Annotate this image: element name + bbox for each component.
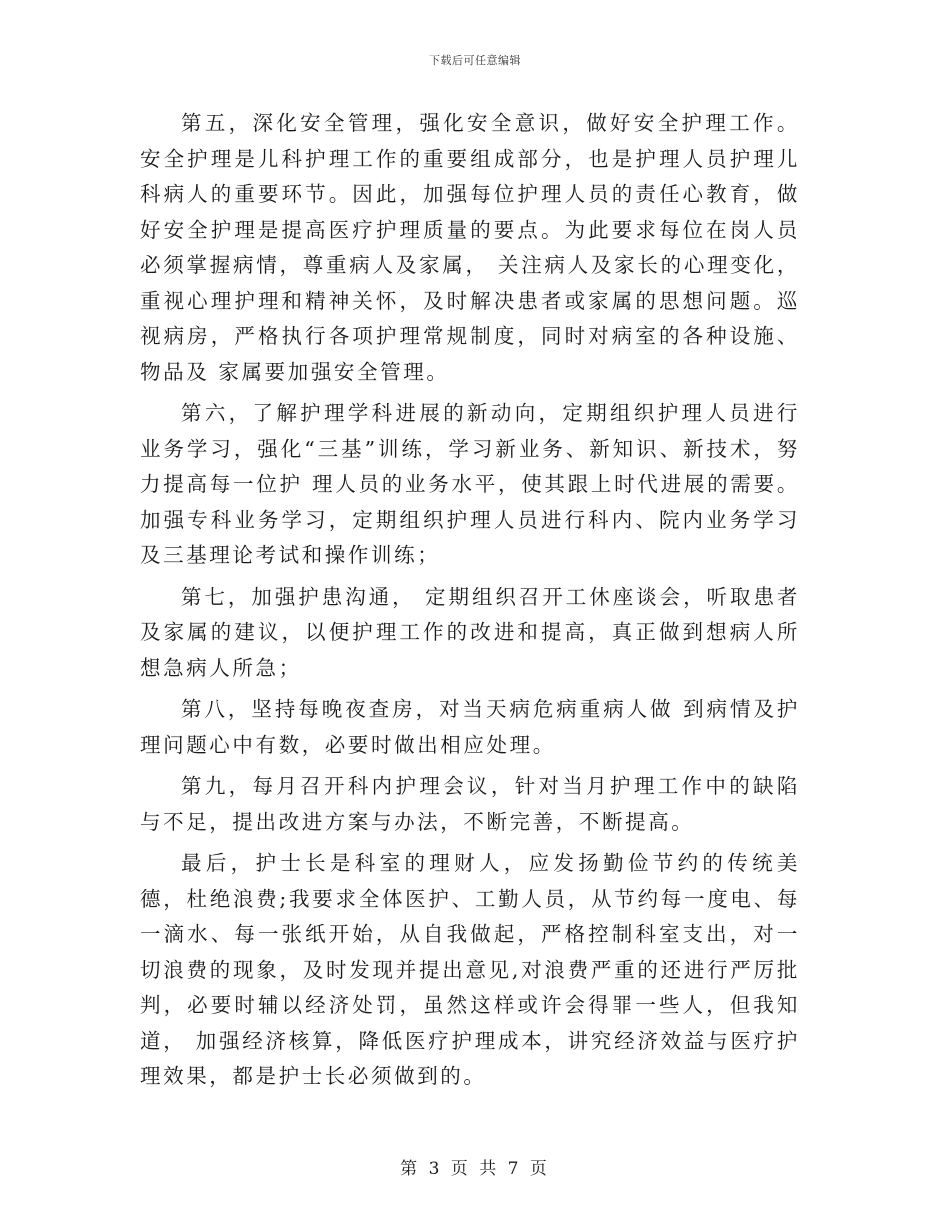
page-header: 下载后可任意编辑 [429, 54, 521, 67]
paragraph-fifth: 第五，深化安全管理，强化安全意识，做好安全护理工作。安全护理是儿科护理工作的重要组成部分，也是护理人员护理儿科病人的重要环节。因此，加强每位护理人员的责任心教育，做好安全护理是提高医疗护理质量的要点。为此要求每位在岗人员必须掌握病情，尊重病人及家属， 关注病人及家长的心理变化，重视心理护理和精神关怀，及时解决患者或家属的思想问题。巡视病房，严格执行各项护理常规制度，同时对病室的各种设施、物品及 家属要加强安全管理。 [140, 111, 800, 384]
paragraph-sixth: 第六，了解护理学科进展的新动向，定期组织护理人员进行业务学习，强化“三基”训练，学习新业务、新知识、新技术，努力提高每一位护 理人员的业务水平，使其跟上时代进展的需要。加强专科业务学习，定期组织护理人员进行科内、院内业务学习及三基理论考试和操作训练； [140, 401, 800, 567]
paragraph-eighth: 第八，坚持每晚夜查房，对当天病危病重病人做 到病情及护理问题心中有数，必要时做出相应处理。 [140, 697, 800, 757]
document-body [140, 106, 800, 1101]
paragraph-final: 最后，护士长是科室的理财人，应发扬勤俭节约的传统美德，杜绝浪费;我要求全体医护、工勤人员，从节约每一度电、每一滴水、每一张纸开始，从自我做起，严格控制科室支出，对一切浪费的现象，及时发现并提出意见,对浪费严重的还进行严厉批判，必要时辅以经济处罚，虽然这样或许会得罪一些人，但我知道， 加强经济核算，降低医疗护理成本，讲究经济效益与医疗护理效果，都是护士长必须做到的。 [140, 851, 800, 1088]
page-number-footer: 第 3 页 共 7 页 [400, 1159, 550, 1179]
paragraph-seventh: 第七，加强护患沟通， 定期组织召开工休座谈会，听取患者及家属的建议，以便护理工作的改进和提高，真正做到想病人所想急病人所急； [140, 584, 800, 680]
paragraph-ninth: 第九，每月召开科内护理会议，针对当月护理工作中的缺陷与不足，提出改进方案与办法，不断完善，不断提高。 [140, 774, 800, 834]
